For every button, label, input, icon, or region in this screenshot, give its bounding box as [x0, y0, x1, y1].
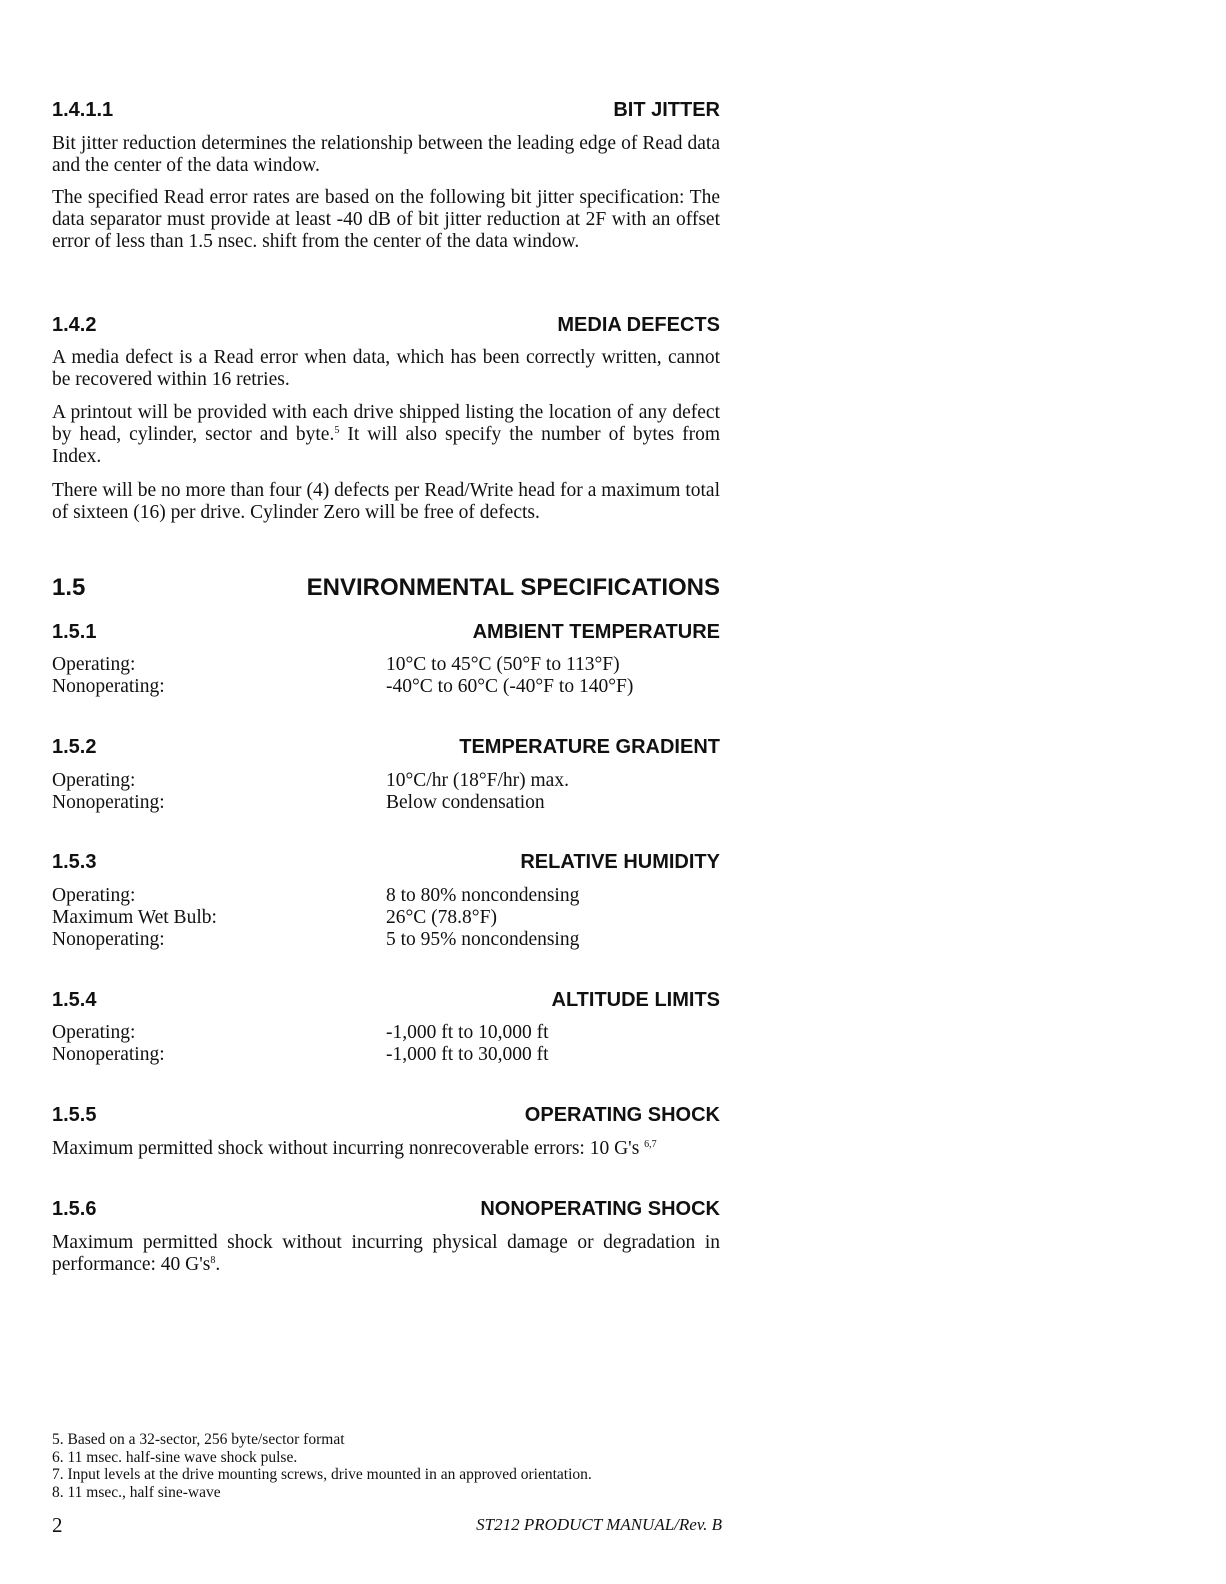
- spec-table: [52, 654, 720, 698]
- footnote: 5. Based on a 32-sector, 256 byte/sector format: [52, 1431, 345, 1448]
- section-title: AMBIENT TEMPERATURE: [472, 621, 720, 643]
- spec-table: [52, 885, 720, 951]
- section-number: 1.5.1: [52, 621, 97, 643]
- footnote-ref: 8: [210, 1255, 216, 1266]
- chapter-heading-environmental: [52, 573, 720, 603]
- footnote: 6. 11 msec. half-sine wave shock pulse.: [52, 1448, 298, 1466]
- footnotes: [52, 1431, 752, 1501]
- spec-row: Operating: -1,000 ft to 10,000 ft: [52, 1022, 549, 1043]
- section-title: BIT JITTER: [613, 99, 720, 121]
- footnote: 8. 11 msec., half sine-wave: [52, 1483, 221, 1501]
- section-heading-relative-humidity: [52, 849, 720, 875]
- spec-row: Operating: 10°C to 45°C (50°F to 113°F): [52, 654, 620, 675]
- section-number: 1.4.2: [52, 314, 97, 336]
- section-heading-temperature-gradient: [52, 734, 720, 760]
- section-heading-nonoperating-shock: [52, 1196, 720, 1222]
- paragraph: There will be no more than four (4) defects per Read/Write head for a maximum total of sixteen (16) per drive. Cylinder Zero will be free of defects.: [52, 480, 720, 523]
- spec-table: [52, 1022, 720, 1066]
- paragraph: A media defect is a Read error when data, which has been correctly written, cannot be recovered within 16 retries.: [52, 347, 720, 390]
- section-title: ALTITUDE LIMITS: [551, 989, 720, 1011]
- section-number: 1.5: [52, 574, 86, 601]
- paragraph: Bit jitter reduction determines the relationship between the leading edge of Read data and the center of the data window.: [52, 133, 720, 176]
- paragraph: The specified Read error rates are based on the following bit jitter specification: The data separator must provide at least -40 dB of bit jitter reduction at 2F with an offset error of less than 1.5 nsec. shift from the center of the data window.: [52, 187, 720, 252]
- page-number: 2: [52, 1513, 63, 1537]
- paragraph: A printout will be provided with each drive shipped listing the location of any defect by head, cylinder, sector and byte.$^5$ It will also specify the number of bytes from Index.: [52, 402, 720, 467]
- section-title: OPERATING SHOCK: [524, 1104, 720, 1126]
- section-number: 1.5.6: [52, 1198, 97, 1220]
- section-title: NONOPERATING SHOCK: [480, 1198, 720, 1220]
- section-number: 1.4.1.1: [52, 99, 114, 121]
- section-heading-bit-jitter: [52, 97, 720, 123]
- spec-row: Operating: 10°C/hr (18°F/hr) max.: [52, 770, 569, 791]
- spec-row: Operating: 8 to 80% noncondensing: [52, 885, 580, 906]
- spec-row: Maximum Wet Bulb: 26°C (78.8°F): [52, 907, 497, 928]
- section-heading-media-defects: [52, 312, 720, 338]
- spec-row: Nonoperating: -1,000 ft to 30,000 ft: [52, 1044, 549, 1065]
- footnote-ref: 6,7: [644, 1139, 657, 1150]
- section-title: MEDIA DEFECTS: [557, 314, 720, 336]
- section-heading-operating-shock: [52, 1102, 720, 1128]
- page-footer: [52, 1512, 722, 1538]
- footnote-ref: 5: [334, 425, 340, 436]
- spec-row: Nonoperating: Below condensation: [52, 792, 545, 813]
- section-title: RELATIVE HUMIDITY: [520, 851, 720, 873]
- spec-table: [52, 770, 720, 814]
- section-number: 1.5.5: [52, 1104, 97, 1126]
- section-number: 1.5.4: [52, 989, 97, 1011]
- section-title: ENVIRONMENTAL SPECIFICATIONS: [306, 574, 720, 601]
- section-number: 1.5.2: [52, 736, 97, 758]
- section-heading-altitude-limits: [52, 987, 720, 1013]
- paragraph: Maximum permitted shock without incurring nonrecoverable errors: 10 G's $^{6,7}$: [52, 1138, 657, 1159]
- section-heading-ambient-temperature: [52, 619, 720, 645]
- footnote: 7. Input levels at the drive mounting screws, drive mounted in an approved orientation.: [52, 1466, 592, 1483]
- spec-row: Nonoperating: 5 to 95% noncondensing: [52, 929, 580, 950]
- section-number: 1.5.3: [52, 851, 97, 873]
- spec-row: Nonoperating: -40°C to 60°C (-40°F to 140°F): [52, 676, 634, 697]
- section-title: TEMPERATURE GRADIENT: [459, 736, 720, 758]
- manual-title: ST212 PRODUCT MANUAL/Rev. B: [476, 1515, 722, 1534]
- paragraph: Maximum permitted shock without incurring physical damage or degradation in performance: 40 $G's^8$.: [52, 1232, 720, 1275]
